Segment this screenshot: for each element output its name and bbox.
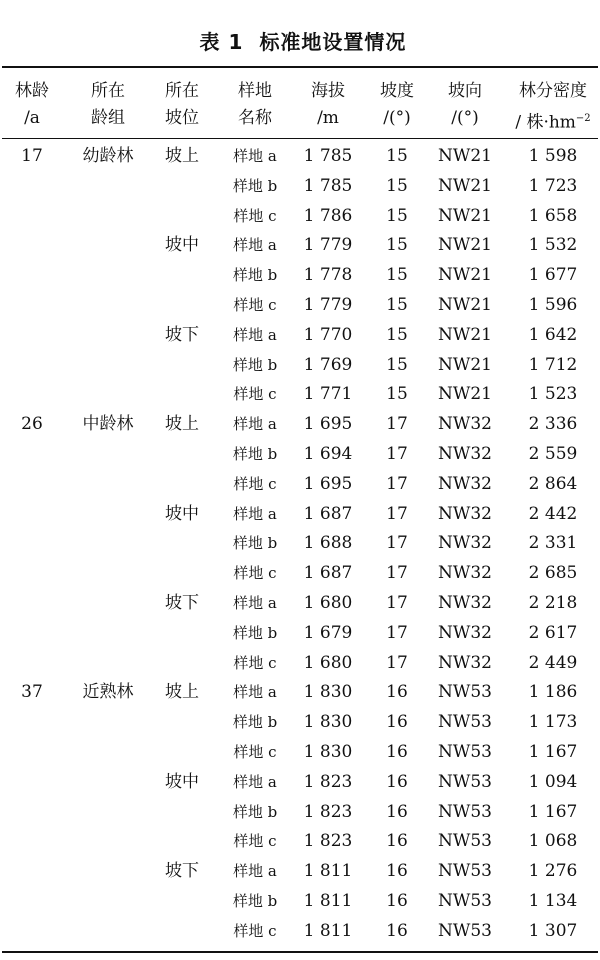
cell-slope-position: 坡下 [165, 324, 199, 345]
cell-plot-name: 样地 a [233, 147, 277, 165]
cell-altitude: 1 830 [303, 741, 353, 762]
cell-aspect: NW53 [438, 801, 492, 822]
cell-slope: 15 [386, 354, 408, 375]
header-slope-position: 所在 坡位 [165, 81, 199, 128]
cell-plot-name: 样地 c [233, 385, 277, 404]
cell-age-group: 近熟林 [82, 682, 134, 703]
header-altitude: 海拔 /m [311, 81, 345, 128]
table-number: 表 1 [199, 30, 244, 54]
cell-slope: 16 [386, 682, 408, 703]
cell-aspect: NW53 [438, 890, 492, 911]
cell-plot-name: 样地 c [233, 474, 277, 493]
table-title [0, 26, 600, 55]
cell-altitude: 1 771 [303, 384, 353, 405]
cell-aspect: NW53 [438, 712, 492, 733]
cell-slope: 15 [386, 324, 408, 345]
cell-stand-age: 26 [21, 414, 43, 435]
cell-aspect: NW21 [438, 354, 492, 375]
cell-stand-density: 1 167 [528, 741, 578, 762]
cell-aspect: NW32 [438, 414, 492, 435]
table-row [0, 708, 600, 738]
cell-altitude: 1 823 [303, 771, 353, 792]
cell-altitude: 1 688 [303, 533, 353, 554]
cell-stand-density: 1 642 [528, 324, 578, 345]
cell-plot-name: 样地 a [233, 593, 277, 612]
cell-stand-density: 2 559 [528, 443, 578, 464]
cell-slope: 17 [386, 503, 408, 524]
cell-aspect: NW32 [438, 533, 492, 554]
cell-stand-density: 2 617 [528, 622, 578, 643]
cell-slope: 15 [386, 205, 408, 226]
cell-stand-density: 1 712 [528, 354, 578, 375]
header-aspect: 坡向 /(°) [448, 81, 482, 128]
cell-aspect: NW32 [438, 652, 492, 673]
cell-altitude: 1 778 [303, 265, 353, 286]
cell-aspect: NW32 [438, 622, 492, 643]
cell-aspect: NW53 [438, 771, 492, 792]
cell-age-group: 幼龄林 [82, 146, 134, 166]
table-row [0, 440, 600, 470]
bottom-rule [2, 951, 598, 953]
cell-stand-density: 1 167 [528, 801, 578, 822]
table-row [0, 380, 600, 410]
cell-aspect: NW32 [438, 563, 492, 584]
table-row [0, 291, 600, 321]
cell-plot-name: 样地 c [233, 206, 277, 225]
cell-stand-density: 1 523 [528, 384, 578, 405]
cell-stand-density: 1 186 [528, 682, 578, 703]
table-row [0, 678, 600, 708]
cell-altitude: 1 811 [303, 861, 353, 882]
cell-plot-name: 样地 b [232, 802, 278, 821]
cell-altitude: 1 830 [303, 712, 353, 733]
cell-stand-age: 37 [21, 682, 43, 703]
table-row [0, 917, 600, 947]
cell-slope: 17 [386, 414, 408, 435]
table-row [0, 649, 600, 679]
cell-stand-density: 2 449 [528, 652, 578, 673]
cell-altitude: 1 785 [303, 146, 353, 166]
header-rule [2, 138, 598, 139]
cell-altitude: 1 830 [303, 682, 353, 703]
table-row [0, 500, 600, 530]
cell-slope-position: 坡上 [165, 414, 199, 435]
cell-stand-density: 1 307 [528, 920, 578, 941]
cell-slope: 17 [386, 443, 408, 464]
cell-altitude: 1 680 [303, 592, 353, 613]
cell-slope: 16 [386, 741, 408, 762]
table-row [0, 738, 600, 768]
cell-stand-density: 1 173 [528, 712, 578, 733]
cell-slope-position: 坡中 [165, 771, 199, 792]
cell-stand-density: 1 094 [528, 771, 578, 792]
cell-plot-name: 样地 a [233, 415, 277, 434]
cell-aspect: NW21 [438, 265, 492, 286]
cell-stand-density: 1 598 [528, 146, 578, 166]
cell-altitude: 1 811 [303, 920, 353, 941]
table-row [0, 529, 600, 559]
cell-slope: 15 [386, 175, 408, 196]
cell-plot-name: 样地 c [233, 295, 277, 314]
cell-aspect: NW21 [438, 175, 492, 196]
table-row [0, 351, 600, 381]
cell-stand-density: 2 336 [528, 414, 578, 435]
cell-altitude: 1 779 [303, 235, 353, 256]
cell-aspect: NW53 [438, 682, 492, 703]
table-row [0, 172, 600, 202]
cell-stand-density: 1 677 [528, 265, 578, 286]
table-row [0, 619, 600, 649]
cell-altitude: 1 694 [303, 443, 353, 464]
cell-plot-name: 样地 a [233, 236, 277, 255]
cell-plot-name: 样地 b [232, 623, 278, 642]
table-row [0, 261, 600, 291]
cell-slope-position: 坡下 [165, 861, 199, 882]
cell-slope: 16 [386, 771, 408, 792]
cell-plot-name: 样地 c [233, 653, 277, 672]
cell-plot-name: 样地 b [232, 266, 278, 285]
table-row [0, 231, 600, 261]
cell-altitude: 1 785 [303, 175, 353, 196]
table-row [0, 142, 600, 172]
cell-slope: 15 [386, 235, 408, 256]
cell-age-group: 中龄林 [82, 414, 134, 435]
cell-slope: 15 [386, 384, 408, 405]
cell-stand-density: 2 685 [528, 563, 578, 584]
cell-slope-position: 坡中 [165, 503, 199, 524]
cell-aspect: NW21 [438, 205, 492, 226]
header-slope: 坡度 /(°) [380, 81, 414, 128]
cell-slope: 15 [386, 265, 408, 286]
cell-plot-name: 样地 b [232, 891, 278, 910]
cell-plot-name: 样地 b [232, 176, 278, 195]
cell-aspect: NW53 [438, 741, 492, 762]
cell-aspect: NW21 [438, 384, 492, 405]
cell-plot-name: 样地 b [232, 444, 278, 463]
cell-plot-name: 样地 b [232, 713, 278, 732]
table-row [0, 768, 600, 798]
cell-slope: 16 [386, 861, 408, 882]
cell-slope: 16 [386, 801, 408, 822]
cell-plot-name: 样地 a [233, 325, 277, 344]
table-row [0, 798, 600, 828]
cell-plot-name: 样地 c [233, 742, 277, 761]
cell-stand-density: 1 068 [528, 831, 578, 852]
cell-plot-name: 样地 a [233, 772, 277, 791]
cell-plot-name: 样地 c [233, 832, 277, 851]
cell-plot-name: 样地 b [232, 355, 278, 374]
header-stand-age: 林龄 /a [15, 81, 49, 128]
cell-slope: 17 [386, 563, 408, 584]
table-row [0, 470, 600, 500]
cell-aspect: NW21 [438, 324, 492, 345]
cell-plot-name: 样地 a [233, 504, 277, 523]
cell-slope: 17 [386, 533, 408, 554]
table-row [0, 410, 600, 440]
cell-aspect: NW32 [438, 443, 492, 464]
table-row [0, 589, 600, 619]
table-row [0, 202, 600, 232]
cell-slope: 17 [386, 622, 408, 643]
cell-aspect: NW32 [438, 473, 492, 494]
table-row [0, 887, 600, 917]
cell-altitude: 1 695 [303, 473, 353, 494]
cell-aspect: NW21 [438, 146, 492, 166]
cell-plot-name: 样地 c [233, 564, 277, 583]
cell-slope: 17 [386, 473, 408, 494]
cell-slope: 16 [386, 920, 408, 941]
cell-plot-name: 样地 a [233, 862, 277, 881]
cell-aspect: NW21 [438, 294, 492, 315]
header-plot-name: 样地 名称 [238, 81, 272, 128]
cell-altitude: 1 823 [303, 801, 353, 822]
cell-altitude: 1 823 [303, 831, 353, 852]
cell-stand-density: 2 218 [528, 592, 578, 613]
table-row [0, 857, 600, 887]
cell-altitude: 1 679 [303, 622, 353, 643]
cell-stand-density: 1 532 [528, 235, 578, 256]
table-row [0, 321, 600, 351]
cell-aspect: NW53 [438, 831, 492, 852]
cell-altitude: 1 786 [303, 205, 353, 226]
cell-stand-density: 1 596 [528, 294, 578, 315]
table-header [0, 68, 600, 138]
cell-altitude: 1 687 [303, 563, 353, 584]
cell-slope: 15 [386, 294, 408, 315]
cell-stand-density: 2 864 [528, 473, 578, 494]
cell-altitude: 1 811 [303, 890, 353, 911]
cell-slope-position: 坡上 [165, 682, 199, 703]
cell-plot-name: 样地 a [233, 683, 277, 702]
cell-altitude: 1 770 [303, 324, 353, 345]
cell-aspect: NW53 [438, 861, 492, 882]
cell-stand-density: 1 723 [528, 175, 578, 196]
cell-plot-name: 样地 b [232, 534, 278, 553]
header-age-group: 所在 龄组 [91, 81, 125, 128]
cell-altitude: 1 769 [303, 354, 353, 375]
cell-stand-density: 1 658 [528, 205, 578, 226]
cell-stand-density: 1 276 [528, 861, 578, 882]
cell-slope: 17 [386, 592, 408, 613]
cell-stand-density: 2 442 [528, 503, 578, 524]
header-stand-density: 林分密度 / 株$\cdot hm^{-2}$ [515, 81, 591, 133]
cell-stand-density: 1 134 [528, 890, 578, 911]
cell-altitude: 1 680 [303, 652, 353, 673]
cell-aspect: NW53 [438, 920, 492, 941]
table-body [0, 142, 600, 947]
cell-stand-density: 2 331 [528, 533, 578, 554]
table-row [0, 827, 600, 857]
cell-slope: 16 [386, 890, 408, 911]
table-row [0, 559, 600, 589]
cell-aspect: NW21 [438, 235, 492, 256]
cell-stand-age: 17 [21, 146, 43, 166]
cell-slope: 16 [386, 712, 408, 733]
cell-altitude: 1 687 [303, 503, 353, 524]
cell-slope: 16 [386, 831, 408, 852]
table-caption: 标准地设置情况 [259, 30, 407, 54]
cell-slope: 15 [386, 146, 408, 166]
cell-slope-position: 坡中 [165, 235, 199, 256]
cell-altitude: 1 779 [303, 294, 353, 315]
cell-slope: 17 [386, 652, 408, 673]
cell-aspect: NW32 [438, 503, 492, 524]
cell-slope-position: 坡上 [165, 146, 199, 166]
cell-altitude: 1 695 [303, 414, 353, 435]
cell-plot-name: 样地 c [233, 921, 277, 940]
cell-aspect: NW32 [438, 592, 492, 613]
cell-slope-position: 坡下 [165, 592, 199, 613]
